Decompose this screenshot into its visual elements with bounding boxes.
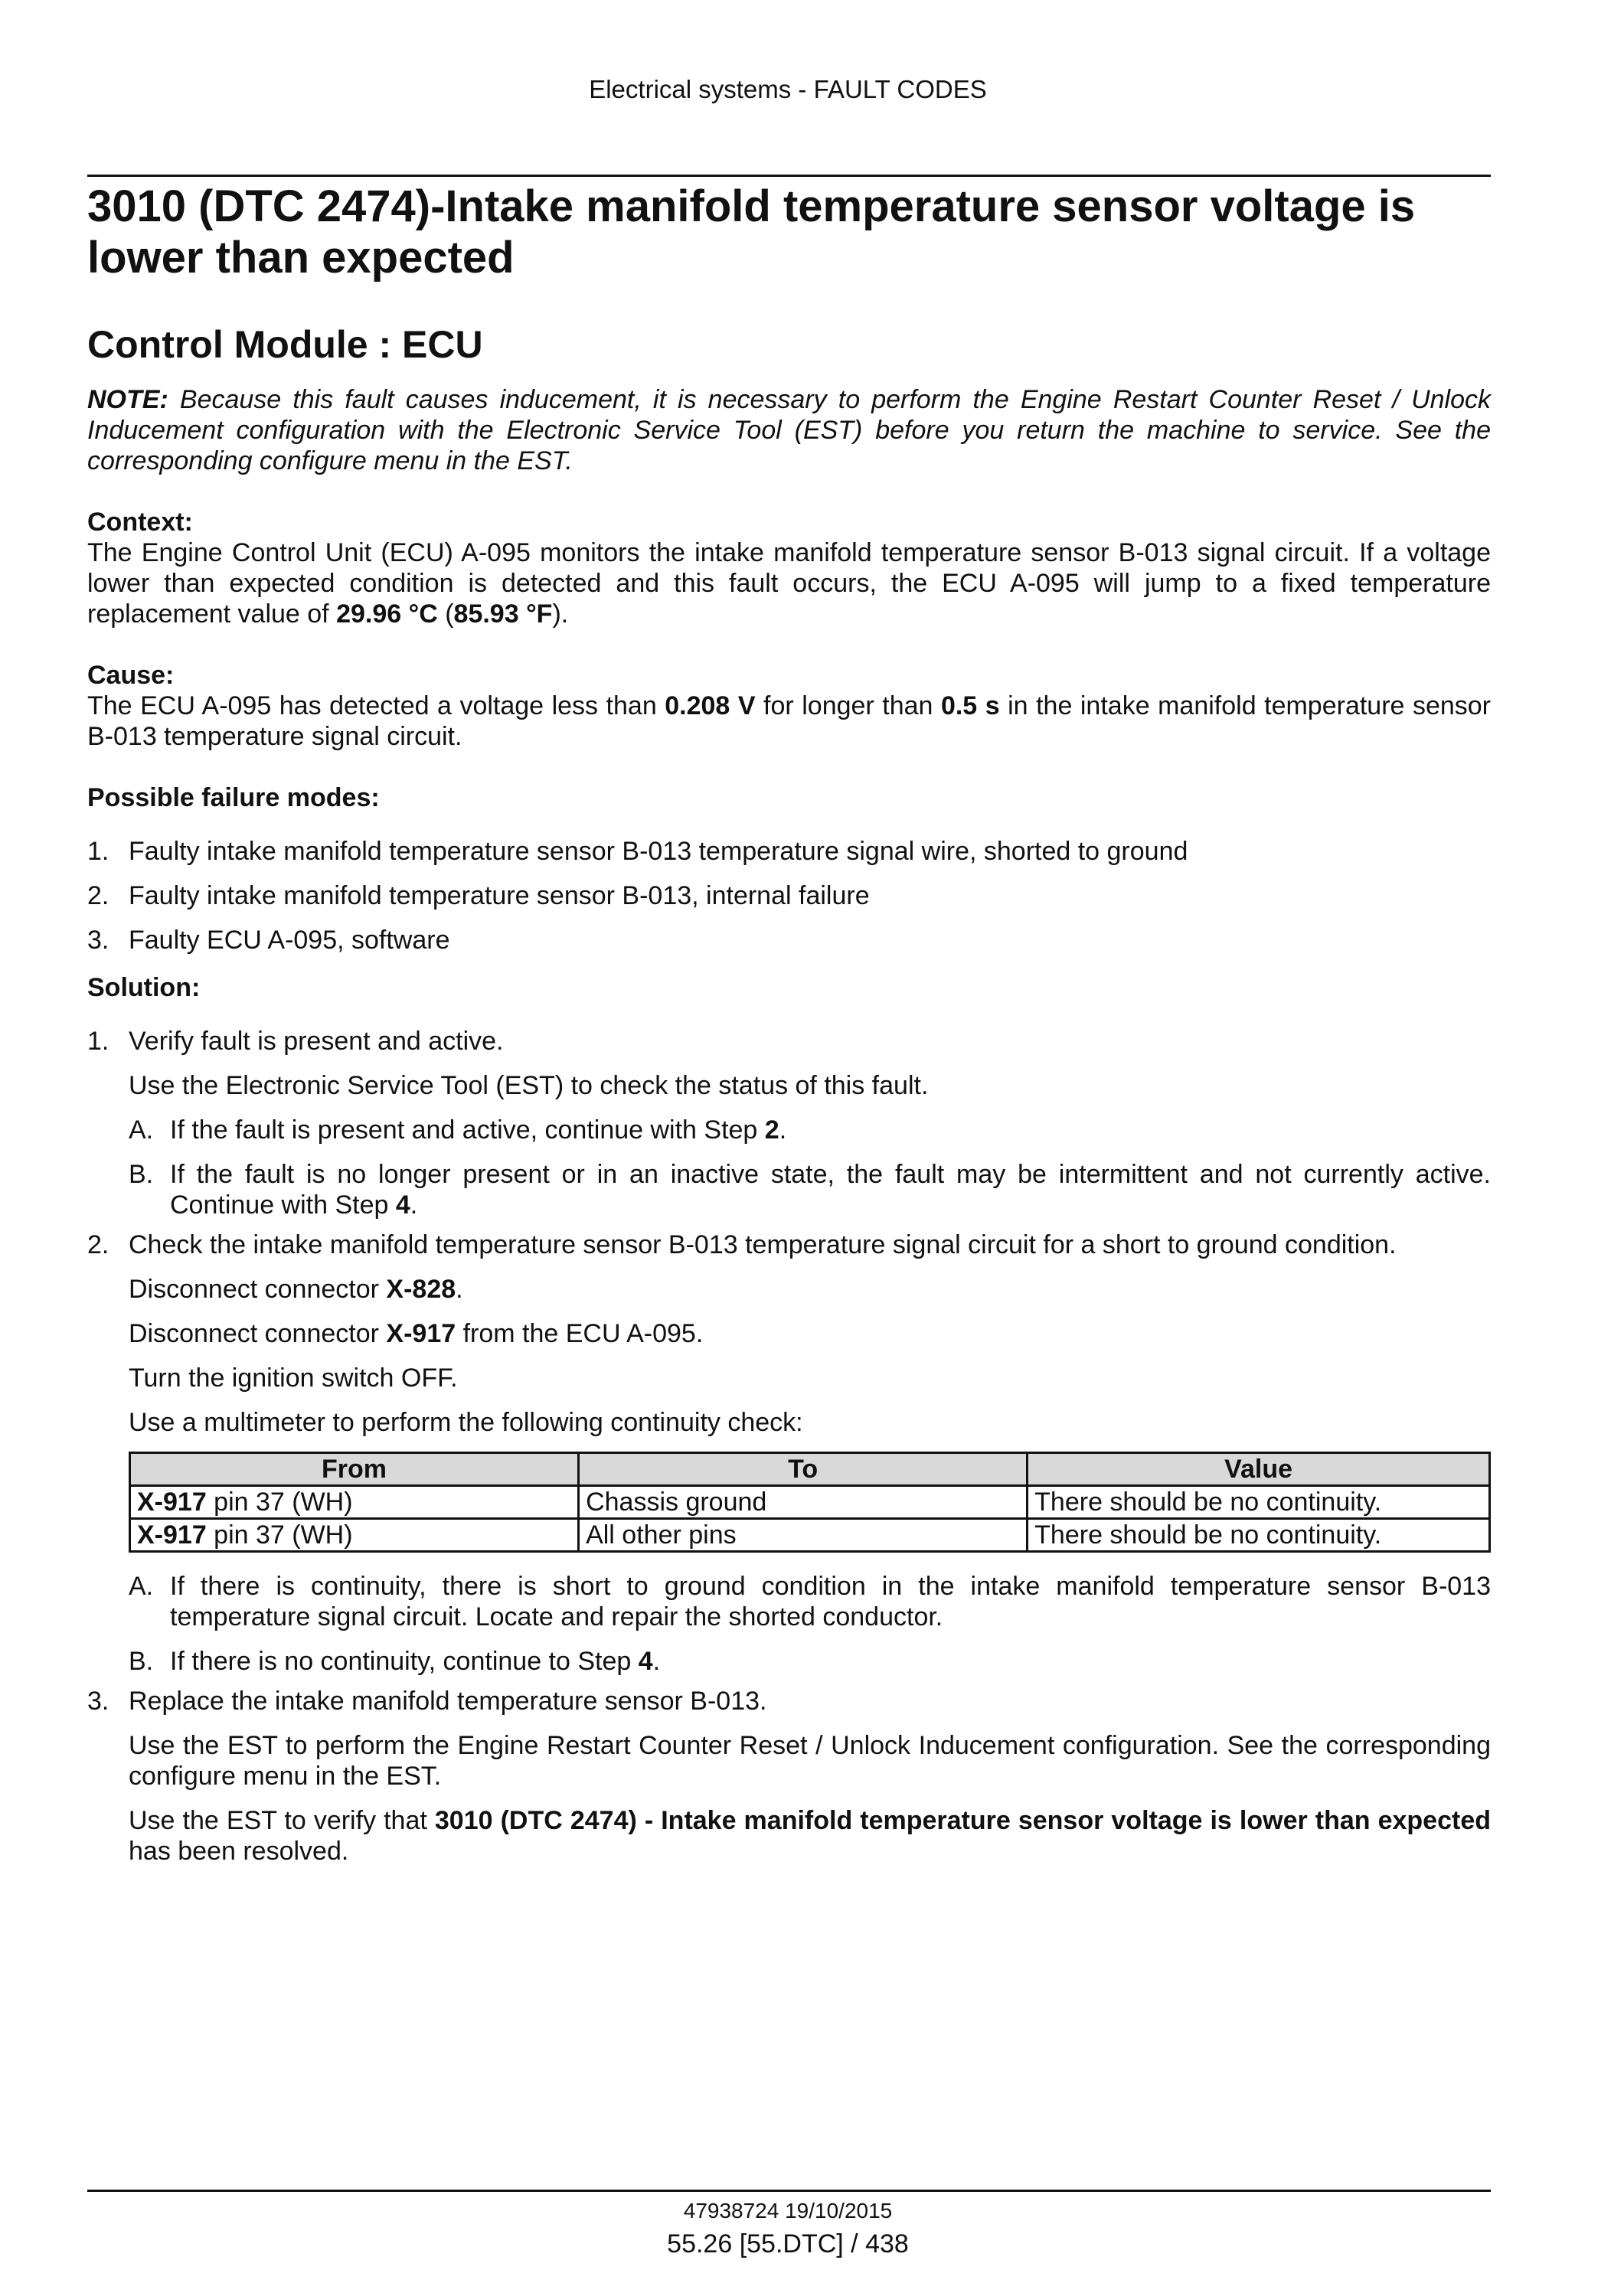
continuity-table (129, 1452, 1491, 1553)
context-label: Context: (87, 508, 193, 537)
step-1-option-b: B. If the fault is no longer present or in an inactive state, the fault may be intermittent and not currently active. Continue with Step 4. (129, 1160, 1491, 1220)
column-header-to: To (579, 1453, 1028, 1486)
list-item: 3. Faulty ECU A-095, software (87, 926, 450, 955)
step-2-option-b: B. If there is no continuity, continue to Step 4. (129, 1647, 661, 1676)
list-item: 1. Faulty intake manifold temperature sensor B-013 temperature signal wire, shorted to ground (87, 837, 1188, 866)
list-item: 2. Faulty intake manifold temperature sensor B-013, internal failure (87, 881, 870, 910)
footer-rule (87, 2190, 1491, 2192)
page-title: 3010 (DTC 2474)-Intake manifold temperature sensor voltage is lower than expected (87, 181, 1416, 283)
failure-modes-list (87, 836, 1491, 955)
solution-section (87, 972, 1491, 1867)
note-text: Because this fault causes inducement, it is necessary to perform the Engine Restart Counter Reset / Unlock Inducement configuration with the Electronic Service Tool (EST) before you return the machine to service. See the corresponding configure menu in the EST. (87, 385, 1491, 475)
table-row: X-917 pin 37 (WH) Chassis ground There should be no continuity. (130, 1486, 1490, 1519)
context-section (87, 507, 1491, 629)
control-module-heading: Control Module : ECU (87, 323, 483, 366)
column-header-value: Value (1028, 1453, 1490, 1486)
main-content (87, 181, 1491, 1867)
table-row: X-917 pin 37 (WH) All other pins There should be no continuity. (130, 1519, 1490, 1552)
page-number: 55.26 [55.DTC] / 438 (667, 2229, 909, 2258)
cause-text: The ECU A-095 has detected a voltage less than 0.208 V for longer than 0.5 s in the intake manifold temperature sensor B-013 temperature signal circuit. (87, 691, 1492, 751)
solution-step-1: 1. Verify fault is present and active. Use the Electronic Service Tool (EST) to check the status of this fault. A. If the fault is present and active, continue with Step 2. B. If the fault is no longer present or in an inactive state, the fault may be intermittent and not currently active. Continue with Step 4. (87, 1027, 1491, 1220)
table-header-row (130, 1453, 1490, 1486)
failure-modes-section (87, 782, 1491, 955)
solution-step-3: 3. Replace the intake manifold temperature sensor B-013. Use the EST to perform the Engine Restart Counter Reset / Unlock Inducement configuration. See the corresponding configure menu in the EST. Use the EST to verify that 3010 (DTC 2474) - Intake manifold temperature sensor voltage is lower than expected has been resolved. (87, 1687, 1491, 1866)
cause-section (87, 660, 1491, 752)
failure-modes-label: Possible failure modes: (87, 783, 380, 812)
document-id: 47938724 19/10/2015 (683, 2199, 893, 2223)
step-1-option-a: A. If the fault is present and active, continue with Step 2. (129, 1115, 787, 1145)
column-header-from: From (130, 1453, 579, 1486)
context-text: The Engine Control Unit (ECU) A-095 monitors the intake manifold temperature sensor B-013 signal circuit. If a voltage lower than expected condition is detected and this fault occurs, the ECU A-095 will jump to a fixed temperature replacement value of 29.96 °C (85.93 °F). (87, 538, 1491, 629)
note-paragraph (87, 384, 1491, 476)
note-label: NOTE: (87, 385, 168, 414)
step-2-option-a: A. If there is continuity, there is short to ground condition in the intake manifold temperature sensor B-013 temperature signal circuit. Locate and repair the shorted conductor. (129, 1572, 1491, 1631)
header-rule (87, 175, 1491, 177)
cause-label: Cause: (87, 661, 175, 690)
solution-label: Solution: (87, 973, 201, 1002)
running-header: Electrical systems - FAULT CODES (589, 75, 987, 103)
solution-step-2: 2. Check the intake manifold temperature sensor B-013 temperature signal circuit for a short to ground condition. Disconnect connector X-828. Disconnect connector X-917 from the ECU A-095. Turn the ignition switch OFF. Use a multimeter to perform the following continuity check: From To Value X-917 pin 37 (WH) Chassis ground There should be no continuity. X-917 pin 37 (WH) All other pins There should be no continuity. A. If there is continuity, there is short to ground condition in the intake manifold temperature sensor B-013 temperature signal circuit. Locate and repair the shorted conductor. B. If there is no continuity, continue to Step 4. (87, 1230, 1491, 1676)
